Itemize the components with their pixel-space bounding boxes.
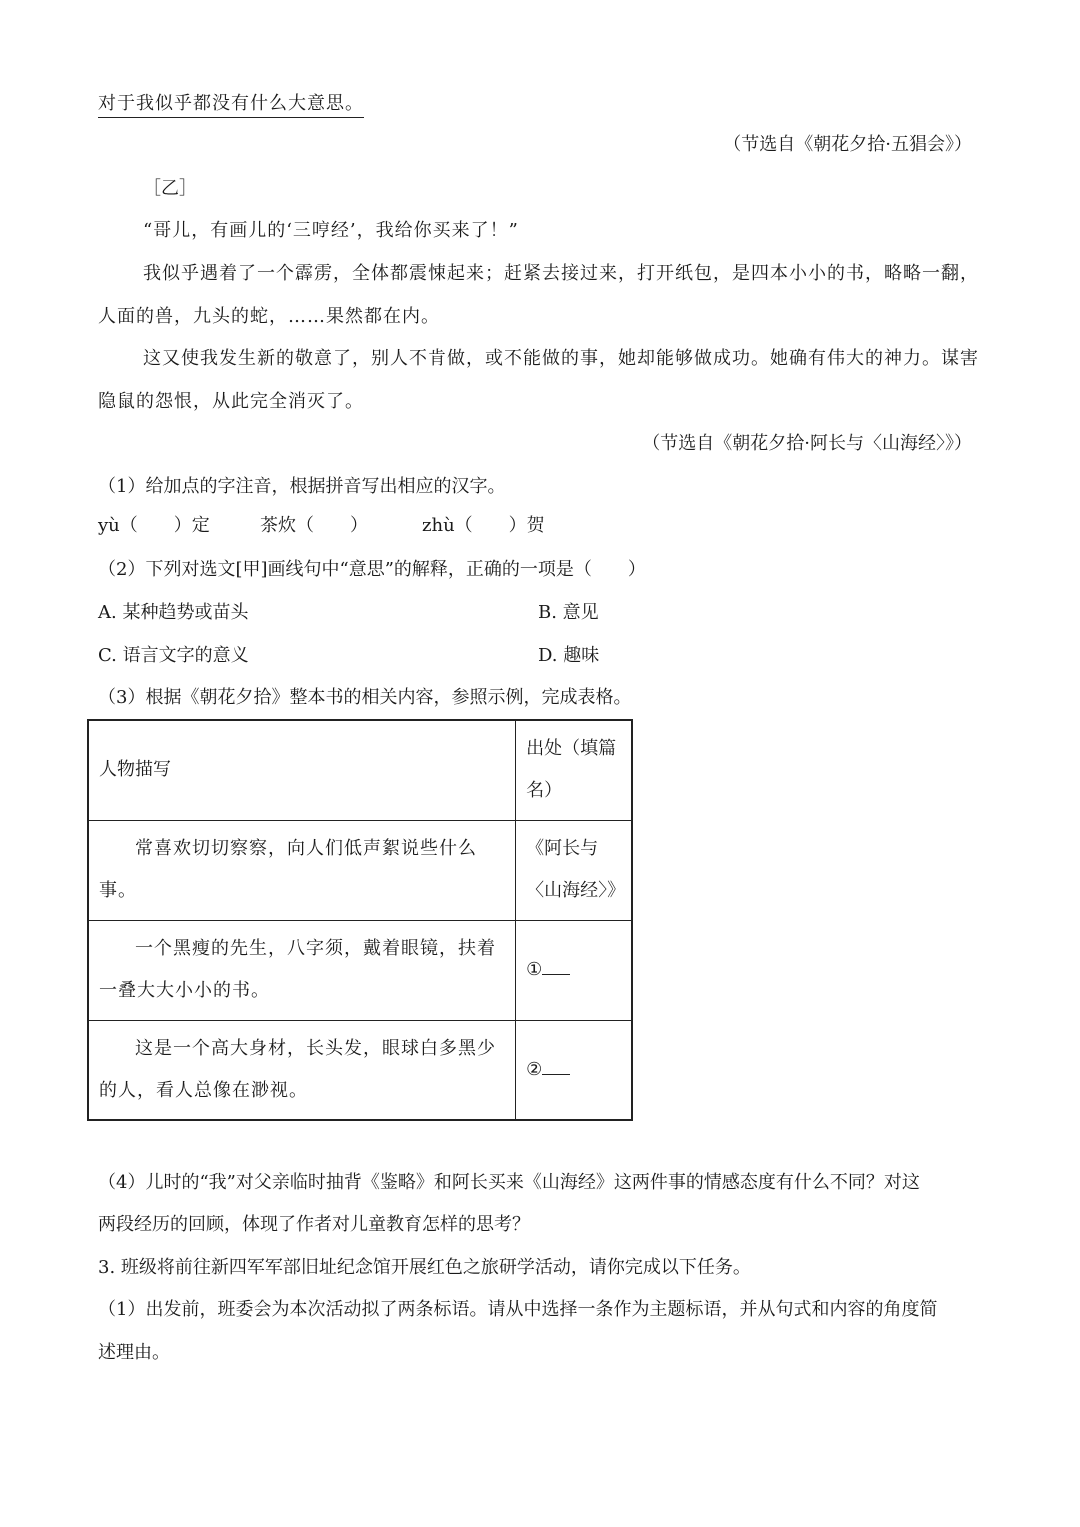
table-row [88, 920, 632, 1020]
table-row [88, 820, 632, 920]
passage-jia-underlined-sentence: 对于我似乎都没有什么大意思。 [98, 92, 364, 116]
question-2-option-c: C. 语言文字的意义 [98, 645, 249, 666]
table-row-2-description: 一个黑瘦的先生，八字须，戴着眼镜，扶着 一叠大大小小的书。 [88, 920, 516, 1020]
passage-yi-source: （节选自《朝花夕拾·阿长与〈山海经〉》） [642, 433, 972, 454]
table-row-1-description: 常喜欢切切察察，向人们低声絮说些什么事。 [88, 820, 516, 920]
question-4-line-1: （4）儿时的“我”对父亲临时抽背《鉴略》和阿长买来《山海经》这两件事的情感态度有什么不同？对这 [98, 1172, 920, 1193]
character-description-table [87, 719, 633, 1121]
table-row-3-source[interactable]: ② [516, 1020, 632, 1120]
table-row-2-source[interactable]: ① [516, 920, 632, 1020]
passage-yi-paragraph-3-line-2: 隐鼠的怨恨，从此完全消灭了。 [98, 391, 364, 412]
question-1-stem: （1）给加点的字注音，根据拼音写出相应的汉字。 [98, 476, 506, 497]
table-header-row [88, 720, 632, 820]
passage-jia-source: （节选自《朝花夕拾·五猖会》） [723, 134, 972, 155]
task-3-subquestion-1-line-2: 述理由。 [98, 1342, 170, 1363]
header-source: 出处（填篇 名） [516, 720, 632, 820]
table-row-1-source: 《阿长与 〈山海经〉》 [516, 820, 632, 920]
question-1-item-zhu: zhù（ ）贺 [422, 515, 545, 536]
question-3-stem: （3）根据《朝花夕拾》整本书的相关内容，参照示例，完成表格。 [98, 687, 632, 708]
table-row-3-description: 这是一个高大身材，长头发，眼球白多黑少 的人，看人总像在渺视。 [88, 1020, 516, 1120]
passage-yi-paragraph-1: “哥儿，有画儿的‘三哼经’，我给你买来了！” [143, 220, 519, 241]
header-character-description: 人物描写 [88, 720, 516, 820]
question-4-line-2: 两段经历的回顾，体现了作者对儿童教育怎样的思考？ [98, 1214, 530, 1235]
question-1-item-chachui: 茶炊（ ） [260, 515, 368, 536]
question-2-option-b: B. 意见 [538, 602, 599, 623]
task-3-subquestion-1-line-1: （1）出发前，班委会为本次活动拟了两条标语。请从中选择一条作为主题标语，并从句式和内容的角度简 [98, 1299, 938, 1320]
task-3-stem: 3. 班级将前往新四军军部旧址纪念馆开展红色之旅研学活动，请你完成以下任务。 [98, 1257, 751, 1278]
passage-yi-paragraph-2-line-2: 人面的兽，九头的蛇，……果然都在内。 [98, 306, 440, 327]
passage-yi-label: ［乙］ [143, 178, 197, 199]
table-row [88, 1020, 632, 1120]
answer-blank-2[interactable] [542, 1056, 570, 1075]
question-2-stem: （2）下列对选文[甲]画线句中“意思”的解释，正确的一项是（ ） [98, 559, 646, 580]
answer-blank-1[interactable] [542, 956, 570, 975]
passage-yi-paragraph-2-line-1: 我似乎遇着了一个霹雳，全体都震悚起来；赶紧去接过来，打开纸包，是四本小小的书，略略一翻， [143, 263, 979, 284]
question-2-option-a: A. 某种趋势或苗头 [98, 602, 249, 623]
passage-yi-paragraph-3-line-1: 这又使我发生新的敬意了，别人不肯做，或不能做的事，她却能够做成功。她确有伟大的神力。谋害 [143, 348, 979, 369]
question-1-item-yu: yù（ ）定 [98, 515, 210, 536]
question-2-option-d: D. 趣味 [538, 645, 600, 666]
